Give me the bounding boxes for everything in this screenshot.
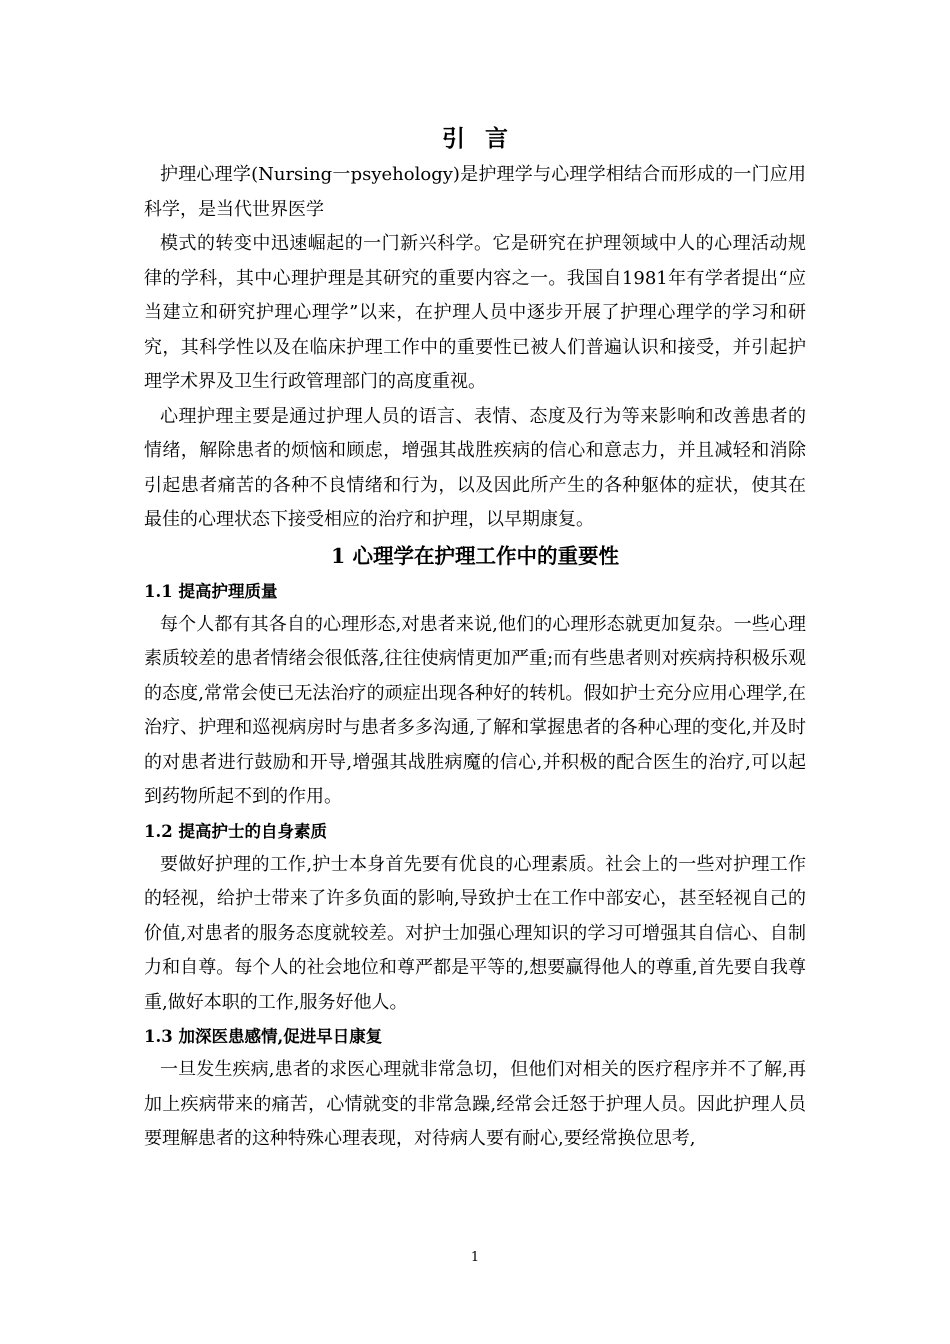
intro-paragraph-2: 模式的转变中迅速崛起的一门新兴科学。它是研究在护理领域中人的心理活动规律的学科，其中心理护理是其研究的重要内容之一。我国自1981年有学者提出“应当建立和研究护理心理学”以来，在护理人员中逐步开展了护理心理学的学习和研究，其科学性以及在临床护理工作中的重要性已被人们普遍认识和接受，并引起护理学术界及卫生行政管理部门的高度重视。 (144, 233, 806, 392)
subsection-1-1-text: 每个人都有其各自的心理形态,对患者来说,他们的心理形态就更加复杂。一些心理素质较差的患者情绪会很低落,往往使病情更加严重;而有些患者则对疾病持积极乐观的态度,常常会使已无法治疗的顽症出现各种好的转机。假如护士充分应用心理学,在治疗、护理和巡视病房时与患者多多沟通,了解和掌握患者的各种心理的变化,并及时的对患者进行鼓励和开导,增强其战胜病魔的信心,并积极的配合医生的治疗,可以起到药物所起不到的作用。 (144, 613, 806, 807)
subsection-1-3-text: 一旦发生疾病,患者的求医心理就非常急切，但他们对相关的医疗程序并不了解,再加上疾病带来的痛苦，心情就变的非常急躁,经常会迁怒于护理人员。因此护理人员要理解患者的这种特殊心理表现，对待病人要有耐心,要经常换位思考, (144, 1059, 806, 1149)
page-number: 1 (470, 1250, 480, 1265)
subsection-1-2-heading: 1.2 提高护士的自身素质 (144, 821, 327, 841)
intro-paragraph-3: 心理护理主要是通过护理人员的语言、表情、态度及行为等来影响和改善患者的情绪，解除患者的烦恼和顾虑，增强其战胜疾病的信心和意志力，并且减轻和消除引起患者痛苦的各种不良情绪和行为，以及因此所产生的各种躯体的症状，使其在最佳的心理状态下接受相应的治疗和护理，以早期康复。 (144, 405, 806, 530)
subsection-1-3-heading: 1.3 加深医患感情,促进早日康复 (144, 1027, 383, 1046)
document-body (144, 122, 806, 1157)
subsection-1-2-text: 要做好护理的工作,护士本身首先要有优良的心理素质。社会上的一些对护理工作的轻视，给护士带来了许多负面的影响,导致护士在工作中部安心，甚至轻视自己的价值,对患者的服务态度就较差。对护士加强心理知识的学习可增强其自信心、自制力和自尊。每个人的社会地位和尊严都是平等的,想要赢得他人的尊重,首先要自我尊重,做好本职的工作,服务好他人。 (144, 853, 806, 1013)
section-1-heading: 1 心理学在护理工作中的重要性 (331, 543, 619, 568)
intro-paragraph-1: 护理心理学(Nursing一psyehology)是护理学与心理学相结合而形成的一门应用科学，是当代世界医学 (144, 164, 806, 220)
page-title: 引言 (442, 125, 528, 152)
subsection-1-1-heading: 1.1 提高护理质量 (144, 581, 278, 601)
